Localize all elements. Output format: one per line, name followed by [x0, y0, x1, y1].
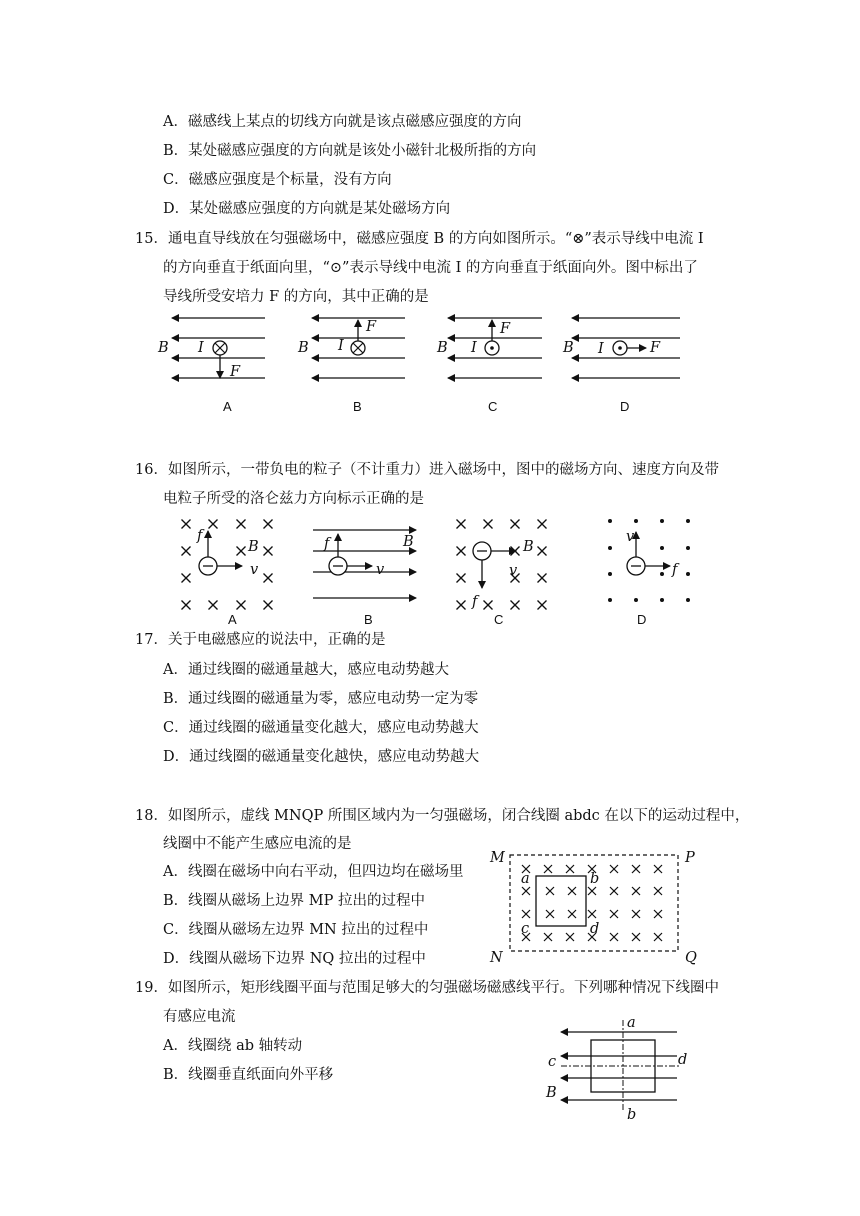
q16-fig-label-d: D [637, 612, 647, 627]
q18-coil-c: c [521, 921, 530, 937]
q15-c-I-label: I [471, 340, 477, 356]
q15-c-F-label: F [500, 321, 511, 337]
q18-option-d: D．线圈从磁场下边界 NQ 拉出的过程中 [163, 951, 426, 967]
q15-figure-b [312, 318, 405, 378]
q18-option-b: B．线圈从磁场上边界 MP 拉出的过程中 [163, 893, 425, 909]
q18-option-c: C．线圈从磁场左边界 MN 拉出的过程中 [163, 922, 429, 938]
q18-corner-N: N [490, 950, 503, 966]
q16-d-f-label: f [672, 562, 678, 578]
q16-fig-label-c: C [494, 612, 504, 627]
q15-fig-label-b: B [353, 399, 362, 414]
q19-label-B: B [546, 1085, 557, 1101]
q19-stem-line2: 有感应电流 [163, 1009, 236, 1025]
q15-figure-d [572, 318, 680, 378]
q16-fig-label-b: B [364, 612, 373, 627]
q16-fig-label-a: A [228, 612, 237, 627]
q15-c-B-label: B [437, 340, 448, 356]
q15-a-I-label: I [198, 340, 204, 356]
q18-corner-Q: Q [685, 950, 697, 966]
q16-figure-c [457, 520, 547, 610]
q18-corner-M: M [490, 850, 505, 866]
q16-b-v-label: v [376, 562, 385, 578]
q19-label-b: b [627, 1107, 637, 1123]
q17-option-d: D．通过线圈的磁通量变化越快，感应电动势越大 [163, 749, 480, 765]
q15-fig-label-a: A [223, 399, 232, 414]
q15-stem-line1: 15．通电直导线放在匀强磁场中，磁感应强度 B 的方向如图所示。“⊗”表示导线中电流 I [135, 231, 704, 247]
q16-c-B-label: B [523, 539, 534, 555]
q19-label-a: a [627, 1015, 636, 1031]
q16-b-f-label: f [324, 536, 330, 552]
q15-d-I-label: I [598, 341, 604, 357]
q17-stem: 17．关于电磁感应的说法中，正确的是 [135, 632, 386, 648]
q15-a-F-label: F [230, 364, 241, 380]
q14-option-a: A．磁感线上某点的切线方向就是该点磁感应强度的方向 [163, 114, 522, 130]
q14-option-b: B．某处磁感应强度的方向就是该处小磁针北极所指的方向 [163, 143, 537, 159]
q19-label-d: d [678, 1052, 688, 1068]
q17-option-b: B．通过线圈的磁通量为零，感应电动势一定为零 [163, 691, 479, 707]
q14-option-c: C．磁感应强度是个标量，没有方向 [163, 172, 392, 188]
q19-option-a: A．线圈绕 ab 轴转动 [163, 1038, 303, 1054]
q15-figure-c [448, 318, 542, 378]
q17-option-c: C．通过线圈的磁通量变化越大，感应电动势越大 [163, 720, 479, 736]
q15-b-F-label: F [366, 319, 377, 335]
q18-stem-line1: 18．如图所示，虚线 MNQP 所围区域内为一匀强磁场，闭合线圈 abdc 在以下的运动过程中， [135, 808, 750, 824]
q15-stem-line3: 导线所受安培力 F 的方向，其中正确的是 [163, 289, 429, 305]
q16-a-B-label: B [248, 539, 259, 555]
q16-a-f-label: f [197, 528, 203, 544]
q16-c-f-label: f [472, 594, 478, 610]
q16-figure-d [608, 519, 690, 602]
q15-fig-label-c: C [488, 399, 498, 414]
q19-figure [561, 1020, 680, 1110]
q15-b-B-label: B [298, 340, 309, 356]
q16-a-v-label: v [250, 562, 259, 578]
q15-stem-line2: 的方向垂直于纸面向里，“⊙”表示导线中电流 I 的方向垂直于纸面向外。图中标出了 [163, 260, 698, 276]
q14-option-d: D．某处磁感应强度的方向就是某处磁场方向 [163, 201, 451, 217]
q16-b-B-label: B [403, 534, 414, 550]
q15-b-I-label: I [338, 338, 344, 354]
q18-coil-a: a [521, 871, 530, 887]
q16-d-v-label: v [626, 529, 635, 545]
q18-corner-P: P [685, 850, 695, 866]
q16-stem-line1: 16．如图所示，一带负电的粒子（不计重力）进入磁场中，图中的磁场方向、速度方向及带 [135, 462, 719, 478]
q18-coil-d: d [590, 921, 600, 937]
q15-d-F-label: F [650, 340, 661, 356]
q15-d-B-label: B [563, 340, 574, 356]
q15-figure-a [172, 318, 265, 378]
q18-coil-b: b [590, 871, 600, 887]
q17-option-a: A．通过线圈的磁通量越大，感应电动势越大 [163, 662, 449, 678]
q15-a-B-label: B [158, 340, 169, 356]
q16-stem-line2: 电粒子所受的洛仑兹力方向标示正确的是 [163, 491, 424, 507]
q18-option-a: A．线圈在磁场中向右平动，但四边均在磁场里 [163, 864, 464, 880]
q15-fig-label-d: D [620, 399, 630, 414]
q19-stem-line1: 19．如图所示，矩形线圈平面与范围足够大的匀强磁场磁感线平行。下列哪种情况下线圈中 [135, 980, 719, 996]
q16-c-v-label: v [509, 563, 518, 579]
q18-stem-line2: 线圈中不能产生感应电流的是 [163, 836, 352, 852]
q19-option-b: B．线圈垂直纸面向外平移 [163, 1067, 334, 1083]
q16-figure-a [182, 520, 273, 610]
q19-label-c: c [548, 1054, 557, 1070]
